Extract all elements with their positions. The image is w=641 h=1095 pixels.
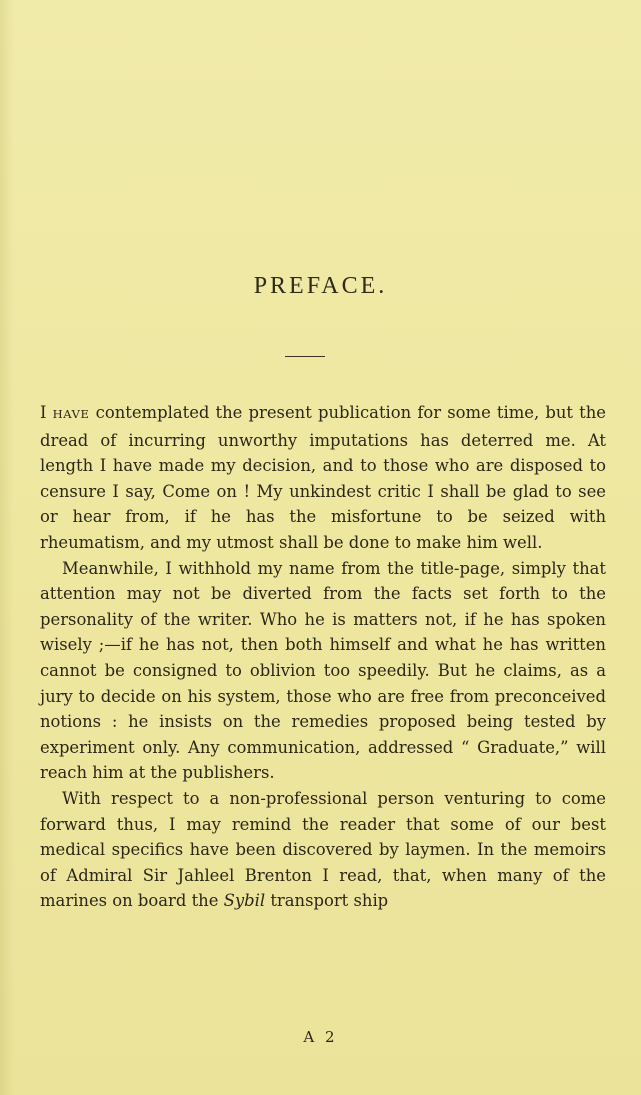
ship-name: Sybil [223, 891, 266, 911]
paragraph-1 [40, 400, 606, 556]
title-divider [285, 356, 325, 357]
page-title: PREFACE. [253, 273, 388, 299]
paragraph-3 [40, 786, 606, 914]
paragraph-3-start: With respect to a non-professional person venturing to come forward thus, I may remind the reader that some of our best medical specifics have been discovered by laymen. In the memoirs of Admiral Sir Jahleel Brenton I read, that, when many of the marines on board the [40, 788, 606, 911]
paragraph-1-smallcaps: HAVE [52, 407, 90, 421]
signature-mark: A 2 [303, 1028, 338, 1046]
paragraph-1-first-word: I [40, 403, 47, 422]
paragraph-2: Meanwhile, I withhold my name from the title-page, simply that attention may not be diverted from the facts set forth to the personality of the writer. Who he is matters not, if he has spoken wisely ;—if he has not, then both himself and what he has written cannot be consigned to oblivion too speedily. But he claims, as a jury to decide on his system, those who are free from preconceived notions : he insists on the remedies proposed being tested by experiment only. Any communication, addressed “ Graduate,” will reach him at the publishers. [40, 558, 606, 783]
paragraph-3-end: transport ship [265, 891, 389, 911]
body-text [40, 400, 606, 914]
paragraph-1-rest: contemplated the present publication for some time, but the dread of incurring unworthy imputations has deterred me. At length I have made my decision, and to those who are disposed to censure I say, Come on ! My unkindest critic I shall be glad to see or hear from, if he has the misfortune to be seized with rheumatism, and my utmost shall be done to make him well. [40, 403, 606, 552]
